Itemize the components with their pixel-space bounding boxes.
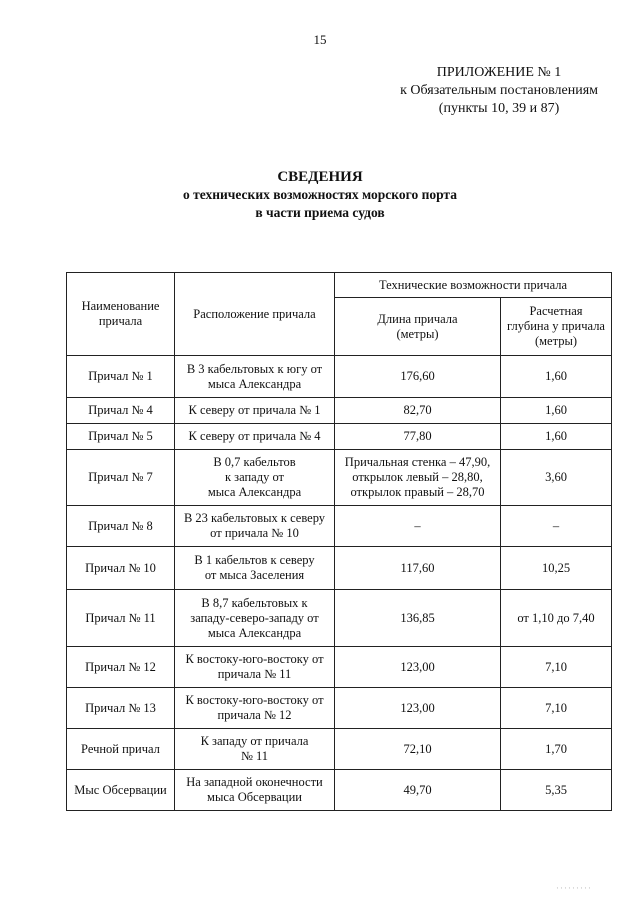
- berth-depth-cell: 1,60: [501, 398, 612, 424]
- berth-length-cell: 123,00: [335, 688, 501, 729]
- table-row: [67, 770, 612, 811]
- scan-mark: ·········: [556, 883, 592, 893]
- header-tech-capabilities: Технические возможности причала: [335, 273, 612, 298]
- header-berth-name: Наименование причала: [67, 273, 175, 356]
- berth-name-cell: Причал № 1: [67, 356, 175, 398]
- berth-depth-cell: 1,70: [501, 729, 612, 770]
- table-row: [67, 688, 612, 729]
- table-row: [67, 450, 612, 506]
- berth-depth-cell: 10,25: [501, 547, 612, 590]
- berth-location-cell: В 1 кабельтов к северу от мыса Заселения: [175, 547, 335, 590]
- header-depth: Расчетная глубина у причала (метры): [501, 298, 612, 356]
- table-row: [67, 424, 612, 450]
- berth-name-cell: Причал № 8: [67, 506, 175, 547]
- berth-location-cell: К северу от причала № 1: [175, 398, 335, 424]
- berth-depth-cell: 7,10: [501, 688, 612, 729]
- berth-name-cell: Причал № 12: [67, 647, 175, 688]
- berth-length-cell: 136,85: [335, 590, 501, 647]
- document-heading: [0, 168, 640, 222]
- berth-depth-cell: 1,60: [501, 424, 612, 450]
- berth-depth-cell: 3,60: [501, 450, 612, 506]
- table-row: [67, 647, 612, 688]
- berth-name-cell: Речной причал: [67, 729, 175, 770]
- berth-length-cell: 72,10: [335, 729, 501, 770]
- berths-table: [66, 272, 612, 811]
- berth-location-cell: В 0,7 кабельтов к западу от мыса Александра: [175, 450, 335, 506]
- table-row: [67, 590, 612, 647]
- berth-name-cell: Причал № 10: [67, 547, 175, 590]
- berth-depth-cell: 7,10: [501, 647, 612, 688]
- berth-length-cell: 123,00: [335, 647, 501, 688]
- table-row: [67, 506, 612, 547]
- berth-name-cell: Причал № 4: [67, 398, 175, 424]
- berth-depth-cell: от 1,10 до 7,40: [501, 590, 612, 647]
- heading-line-3: в части приема судов: [255, 205, 385, 220]
- berth-length-cell: 77,80: [335, 424, 501, 450]
- appendix-reference: (пункты 10, 39 и 87): [438, 101, 560, 116]
- appendix-subtitle: к Обязательным постановлениям: [400, 83, 598, 98]
- table-body: [67, 356, 612, 811]
- berth-length-cell: 176,60: [335, 356, 501, 398]
- table-row: [67, 729, 612, 770]
- berth-name-cell: Мыс Обсервации: [67, 770, 175, 811]
- appendix-block: [400, 64, 598, 118]
- berth-location-cell: К востоку-юго-востоку от причала № 12: [175, 688, 335, 729]
- berth-name-cell: Причал № 5: [67, 424, 175, 450]
- berth-location-cell: В 8,7 кабельтовых к западу-северо-западу от мыса Александра: [175, 590, 335, 647]
- berth-length-cell: Причальная стенка – 47,90, открылок левый – 28,80, открылок правый – 28,70: [335, 450, 501, 506]
- berth-name-cell: Причал № 11: [67, 590, 175, 647]
- berth-depth-cell: –: [501, 506, 612, 547]
- header-length: Длина причала (метры): [335, 298, 501, 356]
- berth-location-cell: На западной оконечности мыса Обсервации: [175, 770, 335, 811]
- berth-depth-cell: 5,35: [501, 770, 612, 811]
- berth-length-cell: 82,70: [335, 398, 501, 424]
- berth-depth-cell: 1,60: [501, 356, 612, 398]
- berth-location-cell: К западу от причала № 11: [175, 729, 335, 770]
- berth-name-cell: Причал № 13: [67, 688, 175, 729]
- berth-length-cell: 117,60: [335, 547, 501, 590]
- header-location: Расположение причала: [175, 273, 335, 356]
- table-row: [67, 356, 612, 398]
- appendix-title: ПРИЛОЖЕНИЕ № 1: [436, 65, 562, 80]
- table-row: [67, 547, 612, 590]
- berth-length-cell: –: [335, 506, 501, 547]
- berth-location-cell: К востоку-юго-востоку от причала № 11: [175, 647, 335, 688]
- berth-location-cell: К северу от причала № 4: [175, 424, 335, 450]
- berth-name-cell: Причал № 7: [67, 450, 175, 506]
- heading-line-2: о технических возможностях морского порта: [183, 187, 457, 202]
- heading-title: СВЕДЕНИЯ: [277, 169, 363, 185]
- berth-length-cell: 49,70: [335, 770, 501, 811]
- page-number: 15: [313, 32, 327, 47]
- table-row: [67, 398, 612, 424]
- berth-location-cell: В 23 кабельтовых к северу от причала № 10: [175, 506, 335, 547]
- berth-location-cell: В 3 кабельтовых к югу от мыса Александра: [175, 356, 335, 398]
